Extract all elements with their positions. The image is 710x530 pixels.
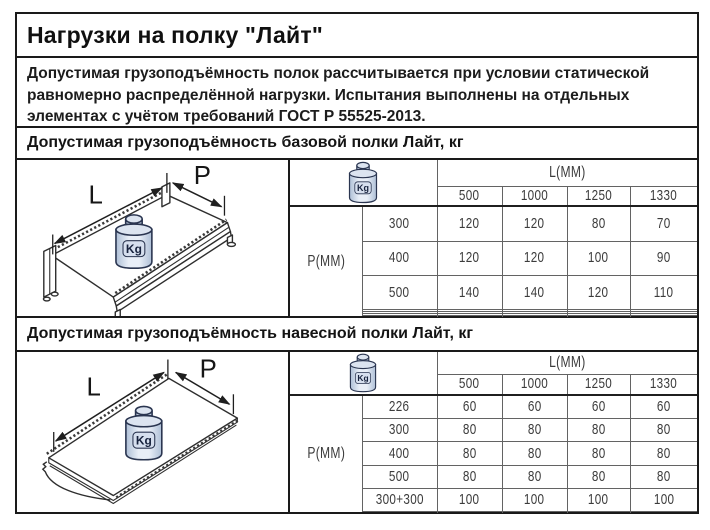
- empty-cell: [630, 511, 697, 512]
- kg-weight-icon-small: [346, 160, 380, 205]
- empty-cell: [567, 315, 630, 316]
- section2-heading-bar: [17, 318, 697, 352]
- value-cell: [630, 442, 697, 465]
- row-header: 300+300: [375, 490, 424, 508]
- empty-cell: [437, 315, 502, 316]
- empty-cell: [437, 511, 502, 512]
- empty-cell: [630, 315, 697, 316]
- value-cell: [567, 419, 630, 442]
- value-cell: [502, 241, 567, 275]
- value-cell: [502, 206, 567, 241]
- row-header-cell: [362, 488, 437, 511]
- load-table-base: [290, 160, 697, 316]
- cell-value: 60: [591, 398, 606, 416]
- value-cell: [502, 488, 567, 511]
- cell-value: 110: [653, 283, 674, 301]
- row-header-cell: [362, 206, 437, 241]
- cell-value: 140: [459, 283, 480, 301]
- load-table-wall: [290, 352, 697, 512]
- sheet-frame: [15, 12, 699, 514]
- description-block: [17, 58, 697, 128]
- cell-value: 80: [591, 444, 606, 462]
- value-cell: [630, 488, 697, 511]
- cell-value: 120: [459, 214, 480, 232]
- value-cell: [567, 395, 630, 419]
- cell-value: 80: [656, 444, 671, 462]
- p-axis-cell: [290, 206, 362, 316]
- cell-value: 120: [524, 249, 545, 267]
- col-header-cell: [567, 374, 630, 395]
- row-header: 300: [389, 214, 410, 232]
- value-cell: [502, 465, 567, 488]
- cell-value: 60: [656, 398, 671, 416]
- value-cell: [437, 419, 502, 442]
- col-header-cell: [567, 186, 630, 206]
- description-line: равномерно распределённой нагрузки. Испытания выполнены на отдельных: [27, 86, 630, 104]
- section2-body: [17, 352, 697, 512]
- base-shelf-drawing: [17, 160, 288, 316]
- cell-value: 100: [653, 490, 674, 508]
- value-cell: [437, 275, 502, 309]
- row-header-cell: [362, 442, 437, 465]
- row-header-cell: [362, 241, 437, 275]
- empty-cell: [567, 511, 630, 512]
- empty-cell: [362, 315, 437, 316]
- value-cell: [567, 442, 630, 465]
- p-dim-label: P: [193, 161, 211, 190]
- value-cell: [567, 206, 630, 241]
- cell-value: 80: [462, 421, 477, 439]
- rail-leg: [115, 309, 120, 316]
- value-cell: [630, 395, 697, 419]
- wall-table-wrap: [290, 352, 697, 512]
- cell-value: 60: [527, 398, 542, 416]
- table-row: [290, 206, 697, 241]
- foot: [43, 297, 50, 301]
- cell-value: 100: [588, 249, 609, 267]
- col-header: 500: [459, 186, 480, 204]
- foot: [51, 292, 58, 296]
- table-row: [290, 395, 697, 419]
- cell-value: 100: [459, 490, 480, 508]
- cell-value: 90: [656, 249, 671, 267]
- row-header-cell: [362, 419, 437, 442]
- kg-weight-icon-small: [347, 352, 379, 394]
- row-header: 500: [389, 283, 410, 301]
- description-line: элементах с учётом требований ГОСТ Р 55525-2013.: [27, 108, 426, 125]
- value-cell: [630, 241, 697, 275]
- l-axis-cell: [437, 352, 697, 374]
- col-header: 1330: [650, 375, 678, 393]
- value-cell: [437, 442, 502, 465]
- l-dim-label: L: [86, 373, 101, 402]
- foot: [227, 242, 235, 246]
- cell-value: 80: [527, 421, 542, 439]
- empty-cell: [362, 511, 437, 512]
- cell-value: 80: [656, 467, 671, 485]
- page-title: Нагрузки на полку "Лайт": [27, 21, 323, 48]
- row-header-cell: [362, 275, 437, 309]
- value-cell: [502, 442, 567, 465]
- cell-value: 100: [588, 490, 609, 508]
- col-header: 1000: [520, 375, 549, 393]
- cell-value: 80: [462, 467, 477, 485]
- row-header: 300: [389, 421, 410, 439]
- section1-heading: Допустимая грузоподъёмность базовой полки Лайт, кг: [27, 134, 464, 151]
- col-header: 1000: [520, 186, 549, 204]
- col-header-cell: [502, 186, 567, 206]
- row-header-cell: [362, 395, 437, 419]
- base-table-wrap: [290, 160, 697, 316]
- col-header-cell: [437, 374, 502, 395]
- p-axis-label: P(MM): [306, 252, 345, 270]
- base-shelf-diagram: [17, 160, 290, 316]
- value-cell: [567, 275, 630, 309]
- value-cell: [567, 465, 630, 488]
- wall-shelf-drawing: [17, 352, 288, 512]
- empty-cell: [502, 511, 567, 512]
- value-cell: [567, 488, 630, 511]
- value-cell: [567, 241, 630, 275]
- wall-shelf-diagram: [17, 352, 290, 512]
- cell-value: 60: [462, 398, 477, 416]
- cell-value: 140: [524, 283, 545, 301]
- col-header: 500: [459, 375, 480, 393]
- p-axis-label: P(MM): [306, 445, 345, 462]
- empty-cell: [502, 315, 567, 316]
- cell-value: 80: [527, 444, 542, 462]
- value-cell: [437, 395, 502, 419]
- back-clip: [162, 183, 170, 207]
- col-header-cell: [630, 374, 697, 395]
- cell-value: 100: [524, 490, 545, 508]
- row-header: 400: [389, 249, 410, 267]
- cell-value: 120: [524, 214, 545, 232]
- section1-heading-bar: [17, 128, 697, 160]
- col-header-cell: [502, 374, 567, 395]
- value-cell: [437, 488, 502, 511]
- value-cell: [437, 241, 502, 275]
- value-cell: [437, 465, 502, 488]
- section1-body: [17, 160, 697, 318]
- cell-value: 80: [656, 421, 671, 439]
- row-header-cell: [362, 465, 437, 488]
- p-axis-cell: [290, 395, 362, 512]
- cell-value: 80: [462, 444, 477, 462]
- value-cell: [630, 419, 697, 442]
- description-line: Допустимая грузоподъёмность полок рассчитывается при условии статической: [27, 65, 650, 82]
- cell-value: 80: [527, 467, 542, 485]
- table-header-row: [290, 352, 697, 374]
- section2-heading: Допустимая грузоподъёмность навесной полки Лайт, кг: [27, 325, 473, 342]
- row-header: 400: [389, 444, 410, 462]
- row-header: 500: [389, 467, 410, 485]
- title-bar: [17, 14, 697, 58]
- corner-weight-cell: [290, 352, 437, 395]
- cell-value: 70: [656, 214, 671, 232]
- col-header-cell: [437, 186, 502, 206]
- col-header-cell: [630, 186, 697, 206]
- table-header-row: [290, 160, 697, 186]
- p-dim-label: P: [199, 355, 217, 384]
- l-dim-label: L: [88, 181, 103, 210]
- value-cell: [502, 275, 567, 309]
- cell-value: 80: [591, 467, 606, 485]
- col-header: 1250: [584, 375, 613, 393]
- cell-value: 120: [588, 283, 609, 301]
- value-cell: [502, 419, 567, 442]
- value-cell: [630, 465, 697, 488]
- value-cell: [630, 206, 697, 241]
- value-cell: [437, 206, 502, 241]
- l-axis-label: L(MM): [549, 353, 586, 371]
- row-header: 226: [389, 398, 410, 416]
- l-axis-label: L(MM): [549, 163, 586, 181]
- col-header: 1330: [650, 186, 678, 204]
- value-cell: [502, 395, 567, 419]
- l-axis-cell: [437, 160, 697, 186]
- corner-weight-cell: [290, 160, 437, 206]
- cell-value: 120: [459, 249, 480, 267]
- cell-value: 80: [591, 214, 606, 232]
- cell-value: 80: [591, 421, 606, 439]
- col-header: 1250: [584, 186, 613, 204]
- value-cell: [630, 275, 697, 309]
